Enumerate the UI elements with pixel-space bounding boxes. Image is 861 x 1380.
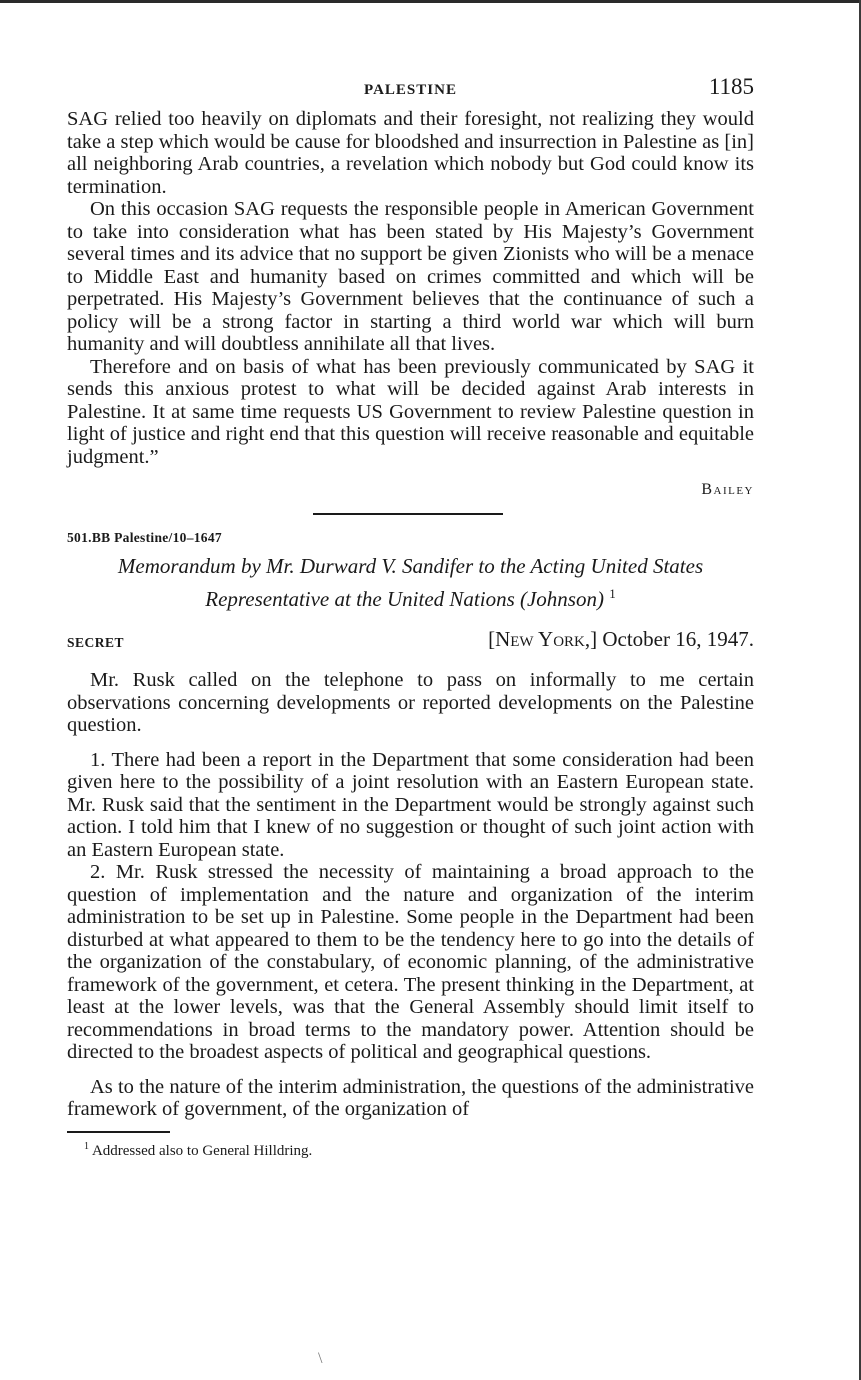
date-value: October 16, 1947. bbox=[602, 627, 754, 651]
running-title: PALESTINE bbox=[364, 82, 457, 98]
document-page bbox=[67, 72, 754, 1160]
body-paragraph: Mr. Rusk called on the telephone to pass on informally to me certain observations concerning developments or reported developments on the Palestine question. bbox=[67, 669, 754, 736]
body-paragraph: Therefore and on basis of what has been previously communicated by SAG it sends this anxious protest to what will be decided against Arab interests in Palestine. It at same time requests US Government to review Palestine question in light of justice and right end that this question will receive reasonable and equitable judgment.” bbox=[67, 355, 754, 468]
document-title-text: Memorandum by Mr. Durward V. Sandifer to the Acting United States Representative at the United Nations (Johnson) bbox=[117, 554, 704, 611]
page-header bbox=[67, 72, 754, 108]
page-number: 1185 bbox=[708, 74, 754, 99]
top-border-line bbox=[0, 0, 861, 3]
spacer bbox=[67, 737, 754, 749]
footnote-text: Addressed also to General Hilldring. bbox=[91, 1142, 313, 1159]
signature: Bailey bbox=[701, 481, 754, 498]
stray-mark: \ bbox=[318, 1350, 323, 1367]
footnote-number: 1 bbox=[84, 1140, 89, 1152]
classification-label: SECRET bbox=[67, 635, 125, 650]
body-paragraph: SAG relied too heavily on diplomats and their foresight, not realizing they would take a step which would be cause for bloodshed and insurrection in Palestine as [in] all neighboring Arab countries, a revelation which nobody but God could know its termination. bbox=[67, 108, 754, 198]
footnote-marker: 1 bbox=[609, 586, 616, 601]
spacer bbox=[67, 1064, 754, 1076]
numbered-paragraph: 2. Mr. Rusk stressed the necessity of maintaining a broad approach to the question of implementation and the nature and organization of the interim administration to be set up in Palestine. Some people in the Department had been disturbed at what appeared to them to be the tendency here to go into the details of the organization of the constabulary, of economic planning, of the administrative framework of the government, et cetera. The present thinking in the Department, at least at the lower levels, was that the General Assembly should limit itself to recommendations in broad terms to the mandatory power. Attention should be directed to the broadest aspects of political and geographical questions. bbox=[67, 861, 754, 1063]
body-paragraph: On this occasion SAG requests the responsible people in American Government to take into consideration what has been stated by His Majesty’s Government several times and its advice that no support be given Zionists who will be a menace to Middle East and humanity based on crimes committed and which will be perpetrated. His Majesty’s Government believes that the continuance of such a policy will be a strong factor in starting a third world war which will burn humanity and will doubtless annihilate all that lives. bbox=[67, 198, 754, 355]
file-reference: 501.BB Palestine/10–1647 bbox=[67, 530, 222, 545]
numbered-paragraph: 1. There had been a report in the Department that some consideration had been given here to the possibility of a joint resolution with an Eastern European state. Mr. Rusk said that the sentiment in the Department would be strongly against such action. I told him that I knew of no suggestion or thought of such joint action with an Eastern European state. bbox=[67, 748, 754, 861]
continued-letter bbox=[67, 108, 754, 499]
footnote-rule bbox=[67, 1131, 170, 1133]
dateline bbox=[67, 627, 754, 657]
document-title bbox=[67, 553, 754, 613]
date-place: [New York,] bbox=[488, 627, 598, 651]
spacer bbox=[67, 657, 754, 669]
section-divider bbox=[313, 513, 503, 515]
footnote bbox=[67, 1141, 754, 1160]
body-paragraph: As to the nature of the interim administration, the questions of the administrative framework of government, of the organization of bbox=[67, 1075, 754, 1120]
date-line bbox=[488, 627, 754, 652]
